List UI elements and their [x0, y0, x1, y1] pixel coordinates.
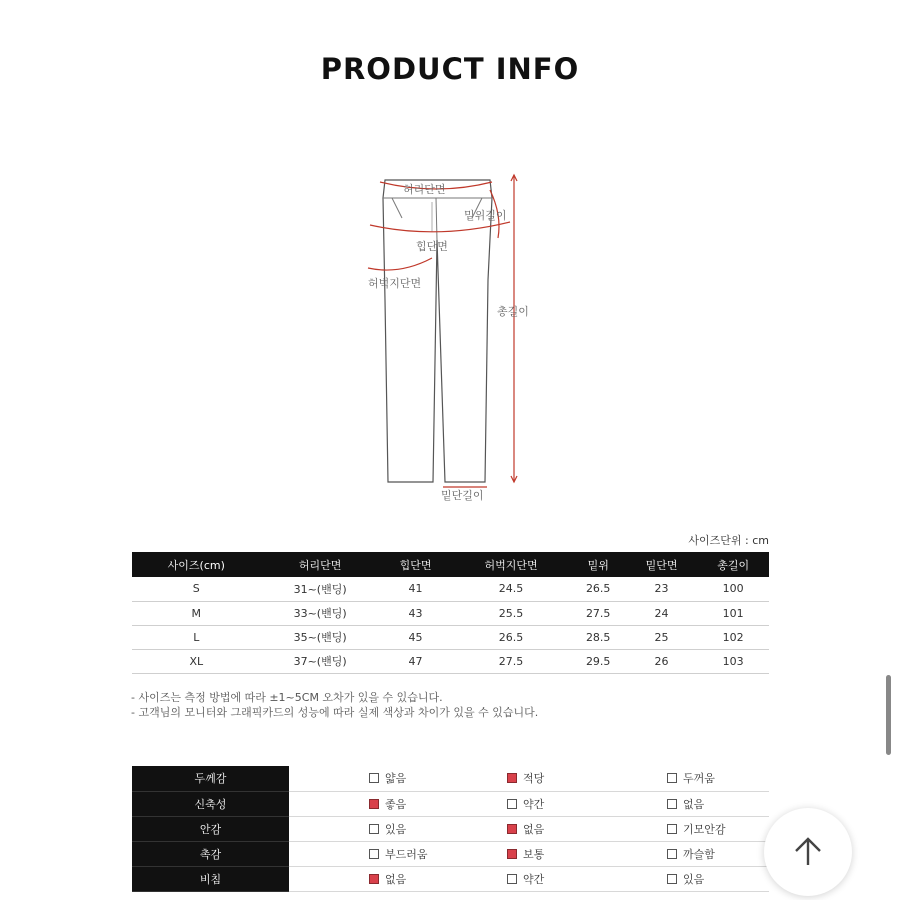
checked-box-icon [369, 874, 379, 884]
table-cell: S [132, 577, 261, 601]
table-cell: L [132, 625, 261, 649]
table-cell: 102 [697, 625, 769, 649]
feel-row [132, 866, 769, 891]
table-cell: 35~(밴딩) [261, 625, 380, 649]
fabric-feel-table [132, 766, 769, 892]
feel-option-label: 좋음 [385, 797, 407, 811]
note-measurement: - 사이즈는 측정 방법에 따라 ±1~5CM 오차가 있을 수 있습니다. [131, 691, 443, 704]
unchecked-box-icon [369, 773, 379, 783]
unchecked-box-icon [667, 874, 677, 884]
header-rise: 밑위 [571, 552, 626, 577]
feel-option [507, 871, 544, 887]
arrow-up-icon [791, 835, 825, 869]
pants-measurement-diagram [340, 160, 560, 510]
table-cell: 27.5 [571, 601, 626, 625]
table-cell: 43 [380, 601, 452, 625]
feel-option-label: 기모안감 [683, 822, 726, 836]
header-length: 총길이 [697, 552, 769, 577]
table-cell: 103 [697, 649, 769, 673]
feel-option-label: 있음 [683, 872, 705, 886]
table-cell: 26.5 [451, 625, 570, 649]
feel-option-cell [289, 791, 457, 816]
feel-option [369, 796, 406, 812]
feel-option-cell [607, 816, 769, 841]
feel-option-cell [457, 766, 607, 791]
table-cell: 100 [697, 577, 769, 601]
size-unit-note: 사이즈단위 : cm [688, 534, 769, 547]
unchecked-box-icon [667, 849, 677, 859]
feel-option [667, 821, 726, 837]
feel-option-label: 두꺼움 [683, 772, 715, 786]
feel-option-label: 얇음 [385, 772, 407, 786]
feel-option-cell [457, 816, 607, 841]
pants-illustration [340, 160, 560, 510]
table-cell: 24 [626, 601, 698, 625]
table-cell: 33~(밴딩) [261, 601, 380, 625]
feel-option-label: 부드러움 [385, 847, 428, 861]
table-cell: 24.5 [451, 577, 570, 601]
feel-option-label: 보통 [523, 847, 545, 861]
scrollbar-thumb[interactable] [886, 675, 891, 755]
feel-option-label: 까슬함 [683, 847, 715, 861]
feel-option-label: 없음 [683, 797, 705, 811]
feel-option [507, 796, 544, 812]
feel-option-label: 없음 [523, 822, 545, 836]
table-cell: 47 [380, 649, 452, 673]
header-size: 사이즈(cm) [132, 552, 261, 577]
thigh-label: 허벅지단면 [368, 277, 422, 290]
waist-label: 허리단면 [403, 183, 446, 196]
table-cell: 31~(밴딩) [261, 577, 380, 601]
feel-option [369, 821, 406, 837]
feel-option-label: 있음 [385, 822, 407, 836]
checked-box-icon [369, 799, 379, 809]
table-cell: 28.5 [571, 625, 626, 649]
feel-row [132, 841, 769, 866]
table-cell: 101 [697, 601, 769, 625]
feel-option [369, 770, 406, 786]
feel-option-cell [457, 841, 607, 866]
feel-option [667, 871, 704, 887]
table-cell: 25.5 [451, 601, 570, 625]
feel-row [132, 766, 769, 791]
feel-option-cell [289, 841, 457, 866]
feel-option [667, 846, 715, 862]
table-cell: M [132, 601, 261, 625]
size-table [132, 552, 769, 674]
feel-option [507, 846, 544, 862]
table-cell: 29.5 [571, 649, 626, 673]
feel-row [132, 816, 769, 841]
table-cell: 37~(밴딩) [261, 649, 380, 673]
table-row [132, 649, 769, 673]
table-cell: 26 [626, 649, 698, 673]
feel-option [369, 871, 406, 887]
feel-option-cell [289, 766, 457, 791]
feel-option-cell [607, 841, 769, 866]
feel-row-label: 비침 [132, 866, 289, 891]
feel-row-label: 신축성 [132, 791, 289, 816]
feel-option [507, 770, 544, 786]
table-cell: 27.5 [451, 649, 570, 673]
rise-label: 밑위길이 [464, 209, 507, 222]
header-waist: 허리단면 [261, 552, 380, 577]
table-cell: 26.5 [571, 577, 626, 601]
table-row [132, 601, 769, 625]
unchecked-box-icon [369, 849, 379, 859]
feel-row-label: 촉감 [132, 841, 289, 866]
table-cell: 41 [380, 577, 452, 601]
header-hip: 힙단면 [380, 552, 452, 577]
feel-option [507, 821, 544, 837]
table-cell: 45 [380, 625, 452, 649]
hip-label: 힙단면 [416, 240, 448, 253]
table-cell: 25 [626, 625, 698, 649]
feel-option-label: 적당 [523, 772, 545, 786]
scroll-to-top-button[interactable] [764, 808, 852, 896]
length-label: 총길이 [497, 305, 529, 318]
feel-option [667, 796, 704, 812]
feel-option-label: 약간 [523, 872, 545, 886]
feel-option-cell [457, 791, 607, 816]
feel-option-cell [607, 766, 769, 791]
unchecked-box-icon [667, 824, 677, 834]
feel-option-cell [289, 866, 457, 891]
checked-box-icon [507, 773, 517, 783]
header-thigh: 허벅지단면 [451, 552, 570, 577]
unchecked-box-icon [507, 874, 517, 884]
size-notes [131, 690, 538, 720]
table-row [132, 577, 769, 601]
feel-option [667, 770, 715, 786]
page-title: PRODUCT INFO [320, 52, 580, 86]
checked-box-icon [507, 849, 517, 859]
checked-box-icon [507, 824, 517, 834]
table-row [132, 625, 769, 649]
unchecked-box-icon [667, 799, 677, 809]
feel-option-cell [607, 791, 769, 816]
table-cell: 23 [626, 577, 698, 601]
table-cell: XL [132, 649, 261, 673]
feel-option-cell [457, 866, 607, 891]
hem-label: 밑단길이 [441, 489, 484, 502]
note-monitor: - 고객님의 모니터와 그래픽카드의 성능에 따라 실제 색상과 차이가 있을 수 있습니다. [131, 706, 539, 719]
unchecked-box-icon [667, 773, 677, 783]
feel-option-cell [607, 866, 769, 891]
header-hem: 밑단면 [626, 552, 698, 577]
feel-option-cell [289, 816, 457, 841]
feel-option-label: 약간 [523, 797, 545, 811]
unchecked-box-icon [369, 824, 379, 834]
feel-row [132, 791, 769, 816]
feel-option [369, 846, 428, 862]
feel-row-label: 두께감 [132, 766, 289, 791]
feel-option-label: 없음 [385, 872, 407, 886]
feel-row-label: 안감 [132, 816, 289, 841]
unchecked-box-icon [507, 799, 517, 809]
size-table-header [132, 552, 769, 577]
